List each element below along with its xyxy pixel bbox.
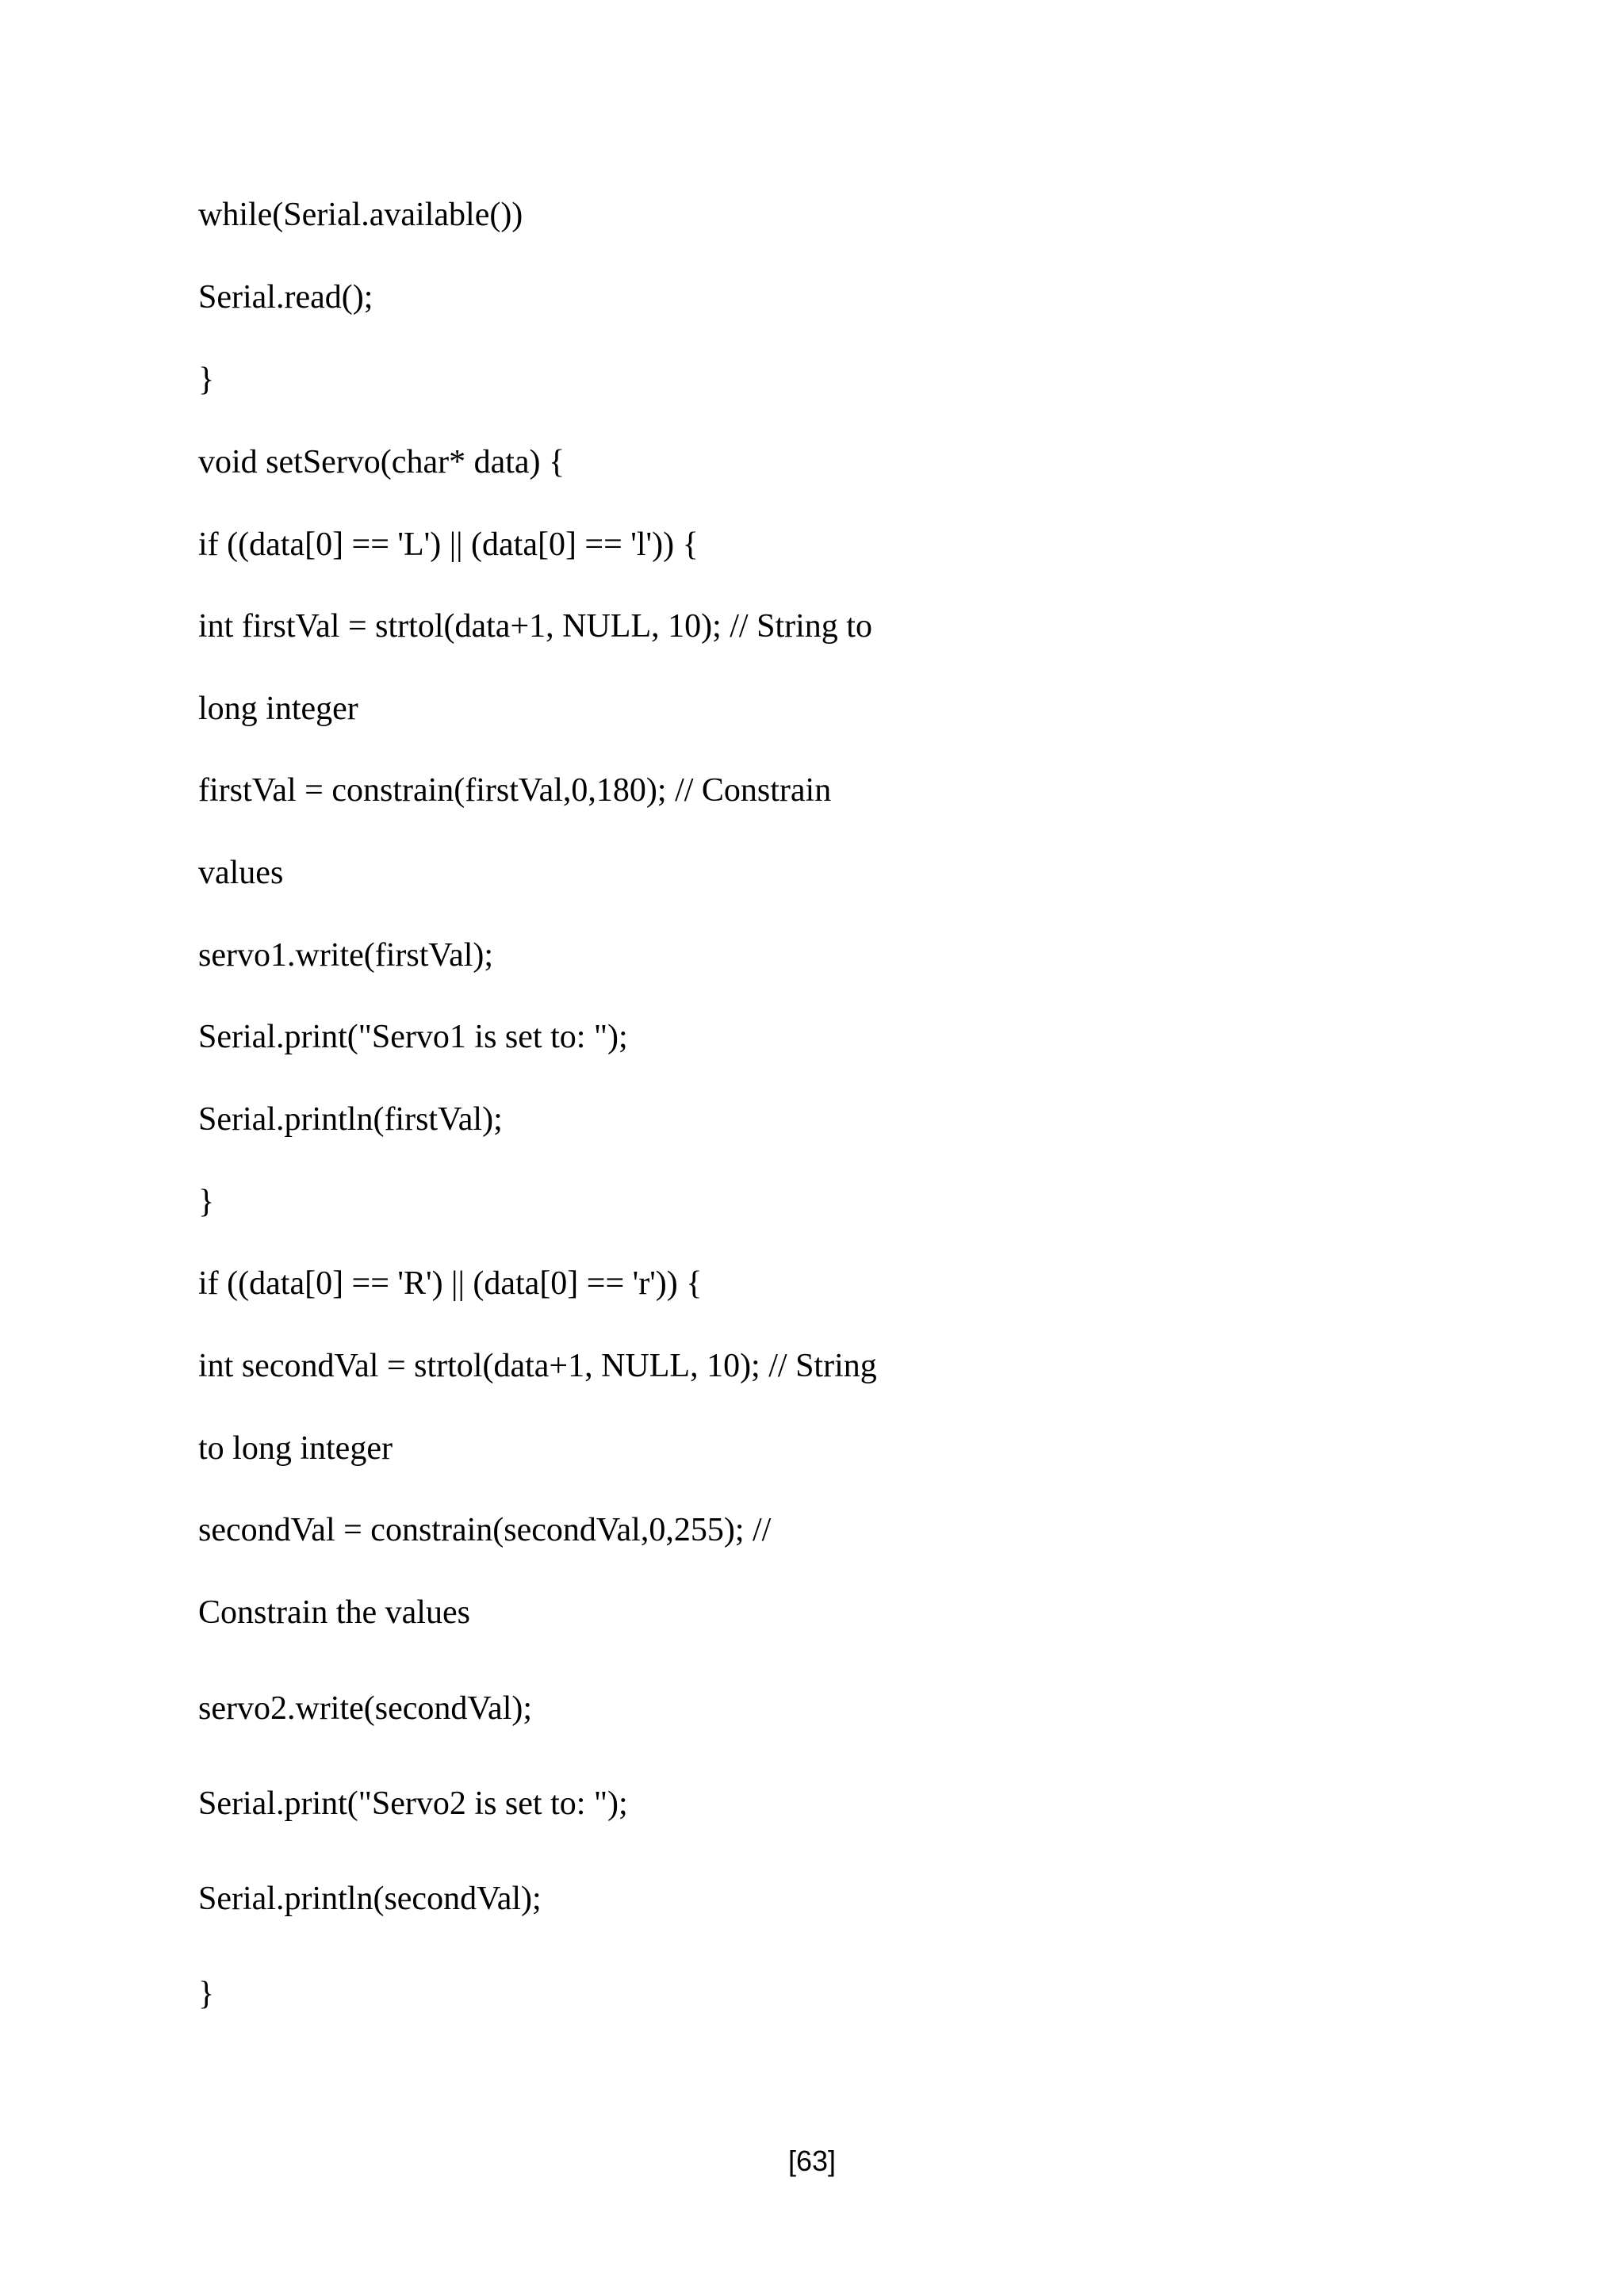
code-line: if ((data[0] == 'R') || (data[0] == 'r')) { [198,1265,703,1302]
code-line: servo2.write(secondVal); [198,1690,533,1727]
code-line: Constrain the values [198,1594,470,1631]
code-line: values [198,855,284,891]
code-line: Serial.print("Servo2 is set to: "); [198,1785,628,1822]
code-line: firstVal = constrain(firstVal,0,180); // Constrain [198,772,832,809]
code-line: long integer [198,691,358,727]
page-number: [63] [787,2145,837,2177]
code-line: Serial.read(); [198,279,373,316]
code-line: int secondVal = strtol(data+1, NULL, 10); // String [198,1348,877,1384]
code-line: } [198,362,215,398]
code-line: to long integer [198,1430,393,1467]
code-line: secondVal = constrain(secondVal,0,255); // [198,1512,772,1548]
code-line: } [198,1184,215,1220]
code-line: int firstVal = strtol(data+1, NULL, 10); // String to [198,608,872,645]
code-line: if ((data[0] == 'L') || (data[0] == 'l')) { [198,526,699,563]
code-line: while(Serial.available()) [198,197,523,233]
code-line: Serial.println(firstVal); [198,1101,503,1138]
code-line: Serial.println(secondVal); [198,1881,542,1917]
code-line: void setServo(char* data) { [198,444,565,480]
code-line: Serial.print("Servo1 is set to: "); [198,1019,628,1055]
code-line: } [198,1976,215,2012]
code-line: servo1.write(firstVal); [198,937,494,974]
